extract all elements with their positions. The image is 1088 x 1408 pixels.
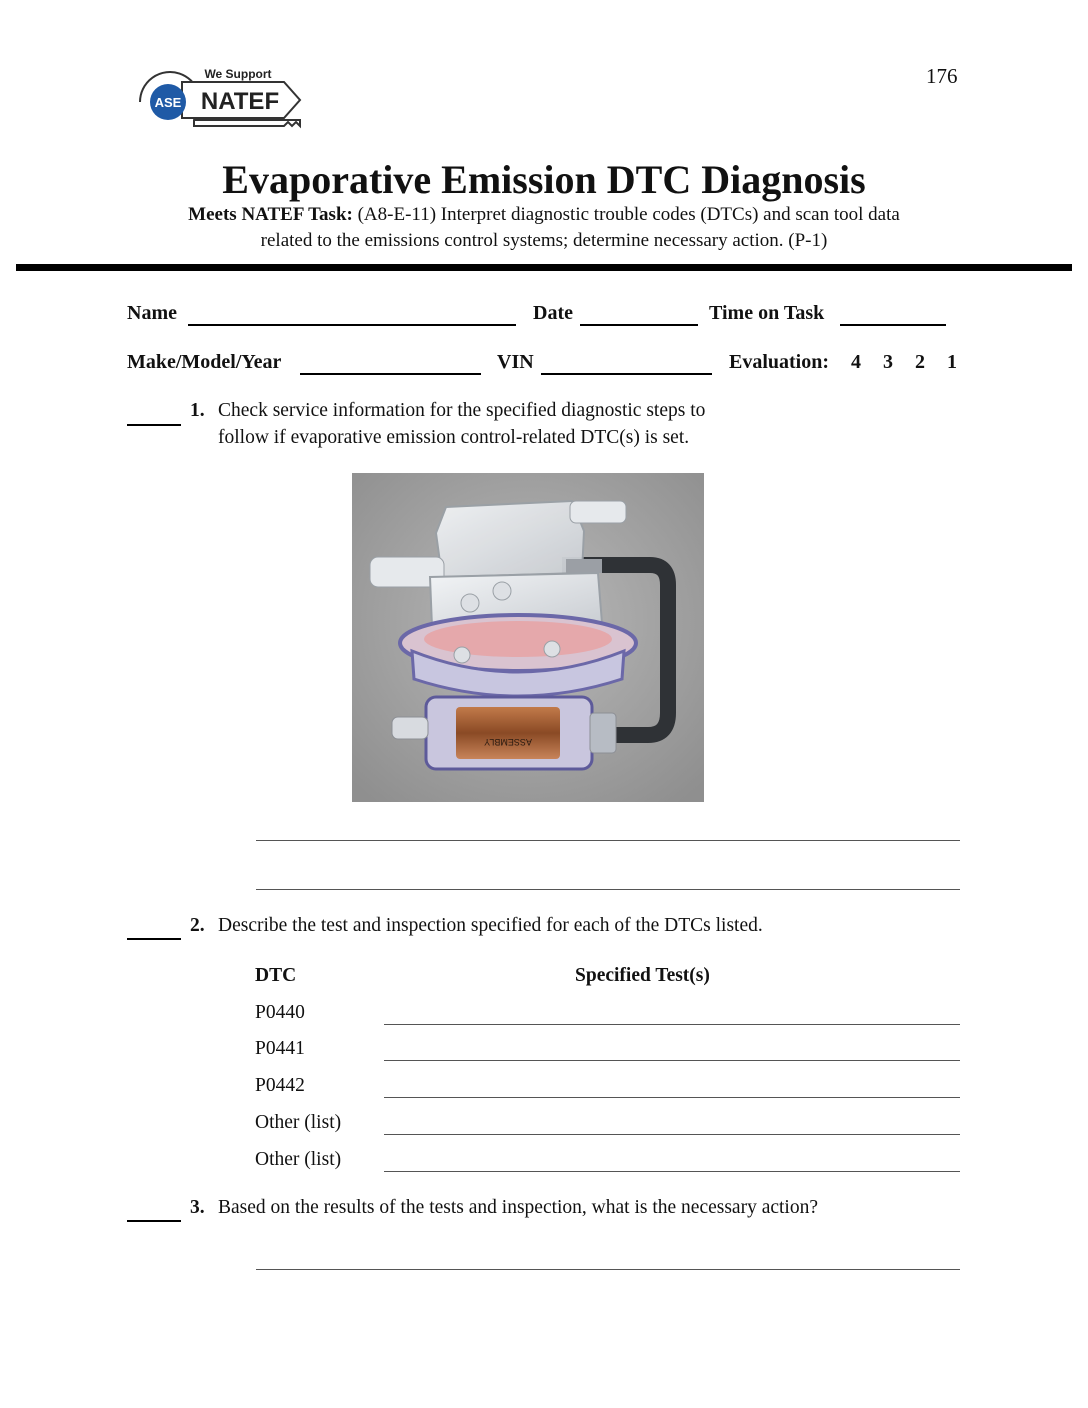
q3-answer-line[interactable] [256,1269,960,1270]
dtc-row-label: Other (list) [255,1112,342,1133]
make-model-year-label: Make/Model/Year [127,351,282,373]
task-text-1: (A8-E-11) Interpret diagnostic trouble codes (DTCs) and scan tool data [357,204,900,225]
task-line-2: related to the emissions control systems; determine necessary action. (P-1) [260,230,828,251]
q2-number: 2. [190,915,205,936]
dtc-row-label: P0440 [255,1002,305,1023]
dtc-row-answer-line[interactable] [384,1171,960,1172]
dtc-row-answer-line[interactable] [384,1134,960,1135]
q1-answer-line-1[interactable] [256,840,960,841]
q1-number: 1. [190,400,205,421]
dtc-row-answer-line[interactable] [384,1060,960,1061]
q2-checkoff-field[interactable] [127,938,181,940]
evaluation-score-1[interactable]: 1 [947,351,957,373]
evap-purge-valve-photo [352,473,704,802]
dtc-column-header: DTC [255,965,297,986]
dtc-row-label: Other (list) [255,1149,342,1170]
time-on-task-label: Time on Task [709,302,825,324]
ase-natef-logo [134,62,304,134]
q3-number: 3. [190,1197,205,1218]
header-divider [16,264,1072,271]
svg-text:NATEF: NATEF [200,88,280,115]
q1-text-1: Check service information for the specified diagnostic steps to [218,400,706,421]
page-title: Evaporative Emission DTC Diagnosis [222,157,866,202]
date-label: Date [533,302,573,324]
dtc-row-answer-line[interactable] [384,1024,960,1025]
svg-text:ASSEMBLY: ASSEMBLY [484,737,532,747]
q1-text-2: follow if evaporative emission control-related DTC(s) is set. [218,427,690,448]
make-model-year-field[interactable] [300,373,481,375]
q3-text-1: Based on the results of the tests and inspection, what is the necessary action? [218,1197,819,1218]
evaluation-score-3[interactable]: 3 [883,351,893,373]
specified-test-column-header: Specified Test(s) [575,965,710,986]
evaluation-scores[interactable] [840,351,968,374]
name-field[interactable] [188,324,516,326]
evaluation-score-2[interactable]: 2 [915,351,925,373]
q2-text-1: Describe the test and inspection specified for each of the DTCs listed. [218,915,763,936]
task-label: Meets NATEF Task: [188,204,353,225]
q1-checkoff-field[interactable] [127,424,181,426]
vin-field[interactable] [541,373,712,375]
name-label: Name [127,302,177,324]
page-number: 176 [926,64,958,88]
task-line-1 [0,204,1088,226]
q1-answer-line-2[interactable] [256,889,960,890]
dtc-row-label: P0441 [255,1038,305,1059]
dtc-row-answer-line[interactable] [384,1097,960,1098]
vin-label: VIN [497,351,534,373]
svg-text:ASE: ASE [154,95,182,110]
q3-checkoff-field[interactable] [127,1220,181,1222]
evaluation-label: Evaluation: [729,351,830,373]
dtc-row-label: P0442 [255,1075,305,1096]
svg-text:We Support: We Support [204,67,272,81]
date-field[interactable] [580,324,698,326]
evaluation-score-4[interactable]: 4 [851,351,861,373]
time-on-task-field[interactable] [840,324,946,326]
